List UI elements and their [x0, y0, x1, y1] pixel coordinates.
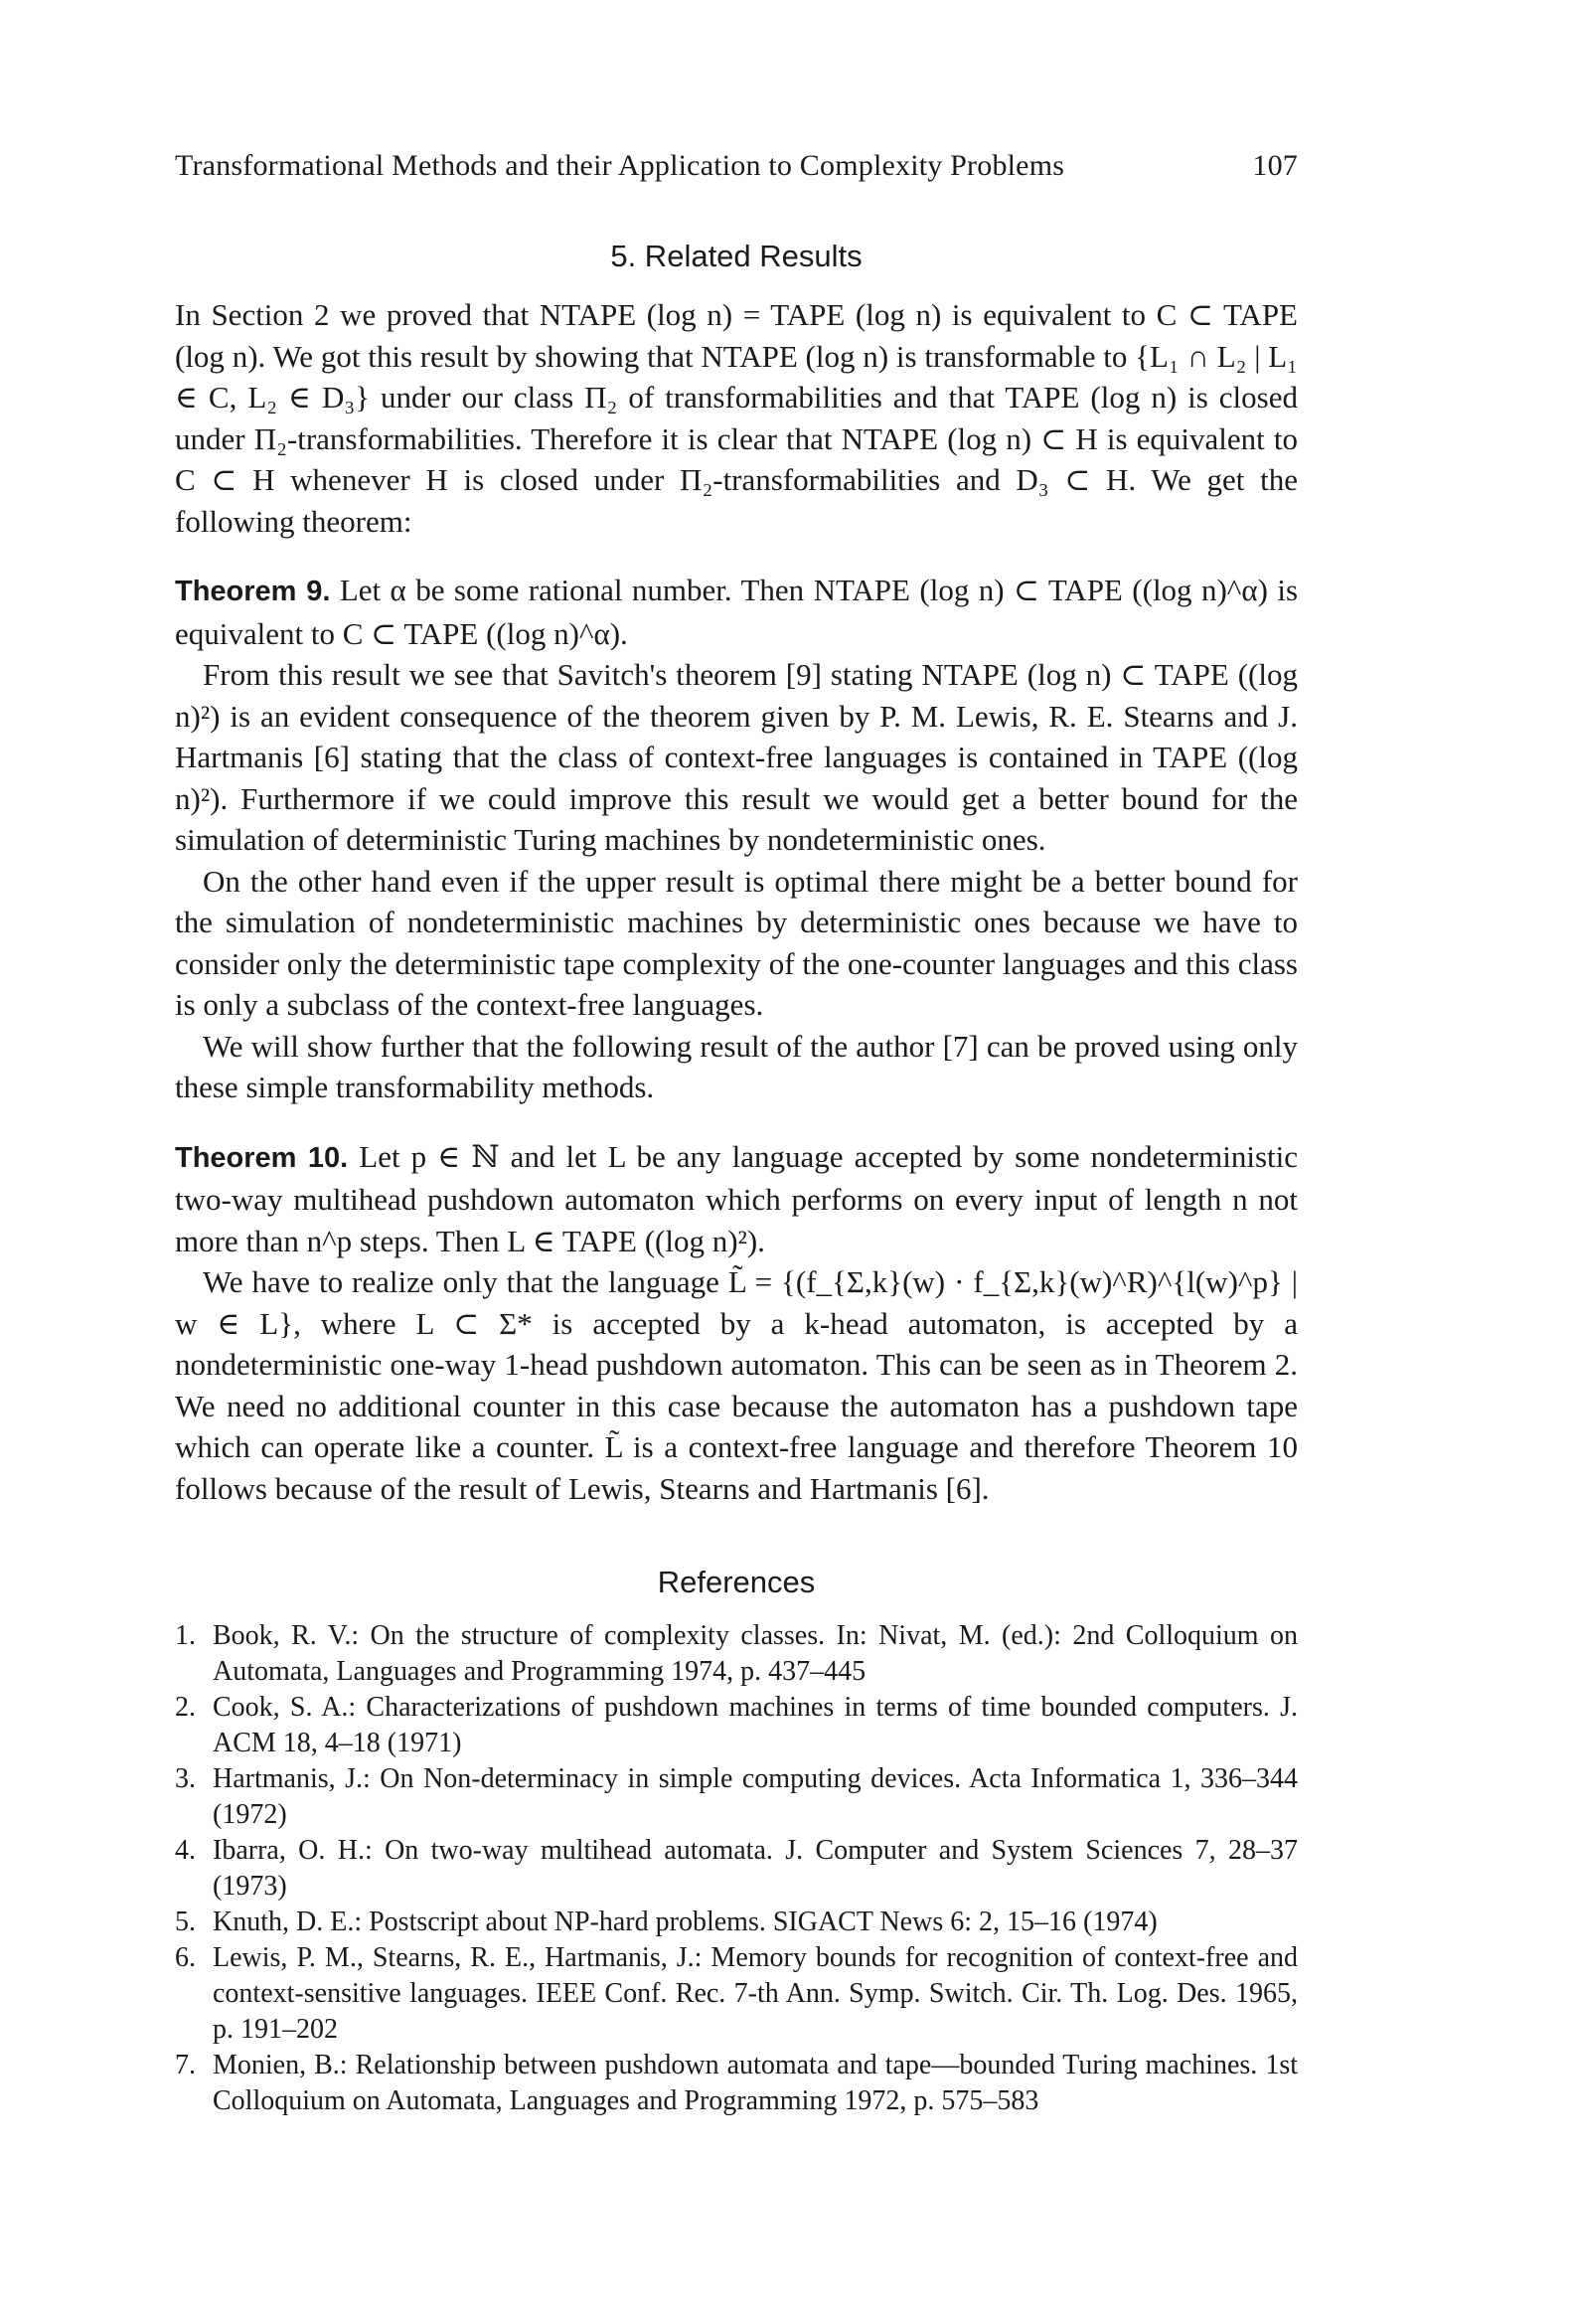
- reference-text: Monien, B.: Relationship between pushdown automata and tape—bounded Turing machines. 1st Colloquium on Automata, Languages and Programming 1972, p. 575–583: [213, 2050, 1298, 2116]
- theorem-10: [175, 1136, 1298, 1262]
- reference-number: 4.: [175, 1835, 196, 1866]
- page-number: 107: [1252, 149, 1298, 182]
- theorem-10-text: Let p ∈ ℕ and let L be any language accepted by some nondeterministic two-way multihead pushdown automaton which performs on every input of length n not more than n^p steps. Then L ∈ TAPE ((log n)²).: [175, 1138, 1299, 1258]
- reference-number: 5.: [175, 1907, 196, 1937]
- theorem-9: [175, 570, 1298, 654]
- running-title: Transformational Methods and their Application to Complexity Problems: [175, 149, 1065, 182]
- reference-number: 1.: [175, 1620, 196, 1651]
- theorem-10-label: Theorem 10.: [175, 1141, 349, 1174]
- reference-number: 6.: [175, 1942, 196, 1973]
- reference-item: [175, 1761, 1298, 1833]
- reference-item: [175, 1618, 1298, 1690]
- reference-number: 3.: [175, 1763, 196, 1794]
- running-head: [175, 149, 1298, 199]
- paragraph-proof: We have to realize only that the language L̃ = {(f_{Σ,k}(w) · f_{Σ,k}(w)^R)^{l(w)^p} | w ∈ L}, where L ⊂ Σ* is accepted by a k-head automaton, is accepted by a nondeterministic one-way 1-head pushdown automaton. This can be seen as in Theorem 2. We need no additional counter in this case because the automaton has a pushdown tape which can operate like a counter. L̃ is a context-free language and therefore Theorem 10 follows because of the result of Lewis, Stearns and Hartmanis [6].: [175, 1264, 1298, 1506]
- theorem-9-label: Theorem 9.: [175, 576, 331, 607]
- reference-item: [175, 1905, 1298, 1940]
- reference-text: Cook, S. A.: Characterizations of pushdown machines in terms of time bounded computers. J. ACM 18, 4–18 (1971): [213, 1692, 1298, 1758]
- reference-text: Hartmanis, J.: On Non-determinacy in simple computing devices. Acta Informatica 1, 336–344 (1972): [213, 1763, 1298, 1830]
- paragraph-savitch: From this result we see that Savitch's theorem [9] stating NTAPE (log n) ⊂ TAPE ((log n)²) is an evident consequence of the theorem given by P. M. Lewis, R. E. Stearns and J. Hartmanis [6] stating that the class of context-free languages is contained in TAPE ((log n)²). Furthermore if we could improve this result we would get a better bound for the simulation of deterministic Turing machines by nondeterministic ones.: [175, 657, 1298, 857]
- paragraph-further: We will show further that the following result of the author [7] can be proved using only these simple transformability methods.: [175, 1028, 1298, 1104]
- reference-text: Ibarra, O. H.: On two-way multihead automata. J. Computer and System Sciences 7, 28–37 (1973): [213, 1835, 1298, 1902]
- reference-item: [175, 1940, 1298, 2048]
- theorem-9-text: Let α be some rational number. Then NTAPE (log n) ⊂ TAPE ((log n)^α) is equivalent to C ⊂ TAPE ((log n)^α).: [175, 573, 1299, 651]
- reference-number: 2.: [175, 1692, 196, 1723]
- section-title: 5. Related Results: [610, 239, 863, 273]
- reference-item: [175, 1833, 1298, 1905]
- reference-list: [175, 1618, 1298, 2119]
- references-title: References: [657, 1565, 816, 1599]
- reference-number: 7.: [175, 2050, 196, 2080]
- reference-text: Lewis, P. M., Stearns, R. E., Hartmanis, J.: Memory bounds for recognition of context-free and context-sensitive languages. IEEE Conf. Rec. 7-th Ann. Symp. Switch. Cir. Th. Log. Des. 1965, p. 191–202: [213, 1942, 1298, 2045]
- reference-item: [175, 2048, 1298, 2119]
- intro-paragraph: In Section 2 we proved that NTAPE (log n) = TAPE (log n) is equivalent to C ⊂ TAPE (log n). We got this result by showing that NTAPE (log n) is transformable to {L₁ ∩ L₂ | L₁ ∈ C, L₂ ∈ D₃} under our class Π₂ of transformabilities and that TAPE (log n) is closed under Π₂-transformabilities. Therefore it is clear that NTAPE (log n) ⊂ H is equivalent to C ⊂ H whenever H is closed under Π₂-transformabilities and D₃ ⊂ H. We get the following theorem:: [175, 297, 1298, 539]
- reference-text: Book, R. V.: On the structure of complexity classes. In: Nivat, M. (ed.): 2nd Colloquium on Automata, Languages and Programming 1974, p. 437–445: [213, 1620, 1298, 1687]
- reference-item: [175, 1690, 1298, 1761]
- paragraph-other-hand: On the other hand even if the upper result is optimal there might be a better bound for the simulation of nondeterministic machines by deterministic ones because we have to consider only the deterministic tape complexity of the one-counter languages and this class is only a subclass of the context-free languages.: [175, 863, 1298, 1022]
- reference-text: Knuth, D. E.: Postscript about NP-hard problems. SIGACT News 6: 2, 15–16 (1974): [213, 1907, 1158, 1937]
- page: [175, 149, 1298, 2119]
